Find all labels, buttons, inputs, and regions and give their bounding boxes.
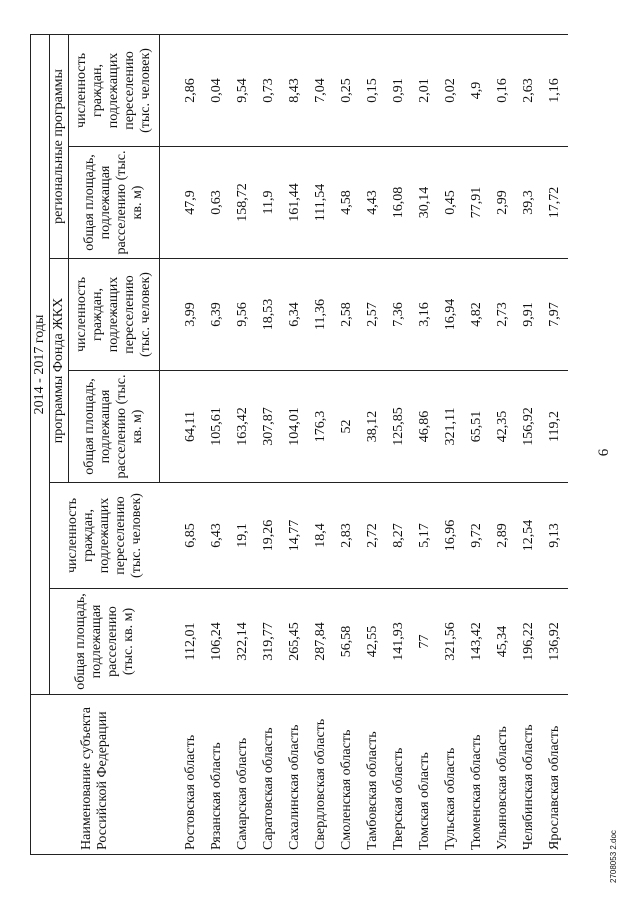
cell-regional-area: 11,9 [256,147,282,259]
table-body [160,34,569,854]
cell-regional-area: 4,43 [360,147,386,259]
region-name: Тверская область [386,695,412,855]
cell-total-area: 322,14 [230,589,256,695]
cell-regional-area: 161,44 [282,147,308,259]
region-name: Тамбовская область [360,695,386,855]
cell-fund-people: 6,34 [282,259,308,371]
header-fund-people: численность граждан, подлежащих переселению (тыс. человек) [69,259,160,371]
cell-fund-people: 4,82 [464,259,490,371]
cell-total-people: 2,72 [360,483,386,589]
cell-fund-area: 307,87 [256,371,282,483]
cell-fund-people: 9,91 [516,259,542,371]
header-total-people: численность граждан, подлежащих переселению (тыс. человек) [50,483,160,589]
cell-regional-people: 2,86 [160,34,205,146]
cell-total-area: 196,22 [516,589,542,695]
table-row [160,34,205,854]
cell-regional-area: 111,54 [308,147,334,259]
page-number: 6 [596,448,612,457]
cell-total-area: 287,84 [308,589,334,695]
table-row [360,34,386,854]
region-name: Ростовская область [160,695,205,855]
cell-total-area: 42,55 [360,589,386,695]
cell-total-people: 19,1 [230,483,256,589]
region-name: Свердловская область [308,695,334,855]
cell-regional-area: 77,91 [464,147,490,259]
cell-regional-people: 0,91 [386,34,412,146]
cell-regional-area: 30,14 [412,147,438,259]
cell-fund-area: 321,11 [438,371,464,483]
cell-fund-area: 52 [334,371,360,483]
table-row [464,34,490,854]
header-total-area: общая площадь, подлежащая расселению (тыс. кв. м) [50,589,160,695]
region-name: Челябинская область [516,695,542,855]
cell-regional-area: 4,58 [334,147,360,259]
cell-regional-people: 2,01 [412,34,438,146]
table-row [308,34,334,854]
cell-total-people: 9,13 [542,483,568,589]
cell-total-area: 321,56 [438,589,464,695]
region-name: Ульяновская область [490,695,516,855]
table-row [412,34,438,854]
cell-fund-area: 125,85 [386,371,412,483]
cell-fund-people: 6,39 [204,259,230,371]
cell-regional-area: 158,72 [230,147,256,259]
cell-regional-people: 7,04 [308,34,334,146]
cell-total-people: 14,77 [282,483,308,589]
cell-regional-people: 0,16 [490,34,516,146]
cell-fund-people: 3,16 [412,259,438,371]
cell-regional-area: 0,63 [204,147,230,259]
table-row [204,34,230,854]
cell-fund-area: 38,12 [360,371,386,483]
cell-fund-area: 64,11 [160,371,205,483]
cell-total-people: 5,17 [412,483,438,589]
cell-fund-area: 163,42 [230,371,256,483]
header-regional-people: численность граждан, подлежащих переселению (тыс. человек) [69,34,160,146]
resettlement-table [30,34,568,855]
cell-regional-people: 0,02 [438,34,464,146]
cell-total-people: 18,4 [308,483,334,589]
table-row [542,34,568,854]
table-row [282,34,308,854]
cell-total-area: 136,92 [542,589,568,695]
cell-fund-people: 2,57 [360,259,386,371]
table-row [386,34,412,854]
table-row [516,34,542,854]
header-regional-area: общая площадь, подлежащая расселению (тыс. кв. м) [69,147,160,259]
region-name: Сахалинская область [282,695,308,855]
table-row [256,34,282,854]
cell-fund-people: 2,73 [490,259,516,371]
cell-fund-area: 119,2 [542,371,568,483]
header-regional-programs: региональные программы [50,34,69,258]
cell-fund-area: 105,61 [204,371,230,483]
header-period: 2014 - 2017 годы [31,34,50,694]
region-name: Томская область [412,695,438,855]
cell-total-people: 2,83 [334,483,360,589]
cell-regional-area: 0,45 [438,147,464,259]
cell-fund-area: 46,86 [412,371,438,483]
cell-total-people: 6,43 [204,483,230,589]
region-name: Рязанская область [204,695,230,855]
cell-regional-people: 0,15 [360,34,386,146]
cell-total-people: 12,54 [516,483,542,589]
cell-total-area: 77 [412,589,438,695]
cell-fund-people: 9,56 [230,259,256,371]
cell-regional-people: 4,9 [464,34,490,146]
cell-regional-people: 2,63 [516,34,542,146]
cell-regional-area: 39,3 [516,147,542,259]
cell-total-area: 112,01 [160,589,205,695]
cell-regional-area: 17,72 [542,147,568,259]
header-region-name: Наименование субъекта Российской Федерации [31,695,160,855]
region-name: Ярославская область [542,695,568,855]
cell-total-people: 6,85 [160,483,205,589]
document-reference: 2708053 2.doc [609,830,618,883]
table-row [438,34,464,854]
cell-fund-people: 18,53 [256,259,282,371]
cell-regional-area: 16,08 [386,147,412,259]
cell-fund-people: 16,94 [438,259,464,371]
cell-regional-area: 47,9 [160,147,205,259]
cell-fund-area: 156,92 [516,371,542,483]
cell-total-people: 2,89 [490,483,516,589]
region-name: Тульская область [438,695,464,855]
cell-total-area: 45,34 [490,589,516,695]
cell-total-people: 19,26 [256,483,282,589]
cell-regional-people: 8,43 [282,34,308,146]
cell-total-people: 8,27 [386,483,412,589]
cell-regional-people: 9,54 [230,34,256,146]
cell-fund-people: 7,36 [386,259,412,371]
header-fund-programs: программы Фонда ЖКХ [50,259,69,483]
cell-total-area: 319,77 [256,589,282,695]
cell-fund-people: 7,97 [542,259,568,371]
table-row [490,34,516,854]
region-name: Смоленская область [334,695,360,855]
cell-total-people: 16,96 [438,483,464,589]
cell-regional-people: 0,04 [204,34,230,146]
cell-fund-area: 42,35 [490,371,516,483]
cell-total-people: 9,72 [464,483,490,589]
region-name: Тюменская область [464,695,490,855]
cell-fund-people: 3,99 [160,259,205,371]
cell-fund-area: 176,3 [308,371,334,483]
cell-regional-people: 0,25 [334,34,360,146]
header-fund-area: общая площадь, подлежащая расселению (тыс. кв. м) [69,371,160,483]
region-name: Саратовская область [256,695,282,855]
cell-regional-area: 2,99 [490,147,516,259]
cell-fund-people: 2,58 [334,259,360,371]
cell-fund-people: 11,36 [308,259,334,371]
cell-total-area: 265,45 [282,589,308,695]
region-name: Самарская область [230,695,256,855]
cell-total-area: 106,24 [204,589,230,695]
table-row [230,34,256,854]
cell-regional-people: 0,73 [256,34,282,146]
cell-total-area: 56,58 [334,589,360,695]
table-row [334,34,360,854]
cell-fund-area: 104,01 [282,371,308,483]
cell-total-area: 143,42 [464,589,490,695]
cell-fund-area: 65,51 [464,371,490,483]
cell-total-area: 141,93 [386,589,412,695]
cell-regional-people: 1,16 [542,34,568,146]
